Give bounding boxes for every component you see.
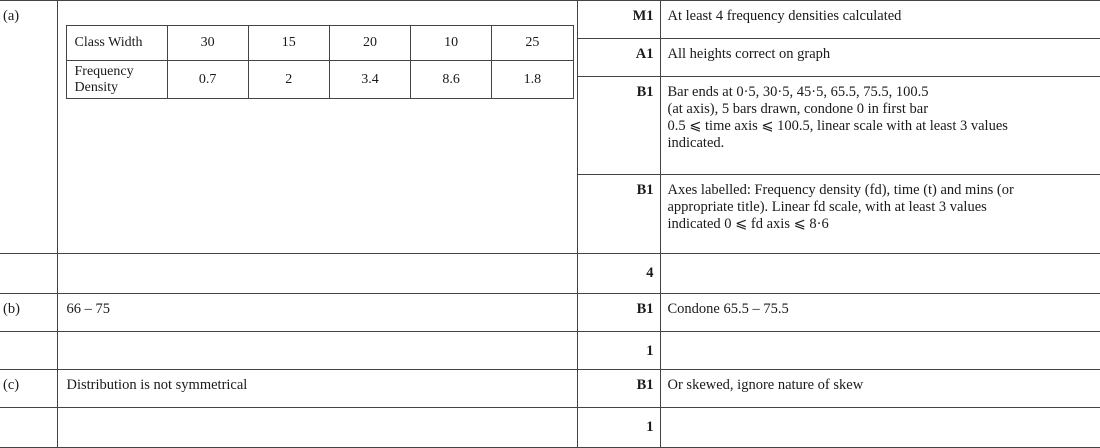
mark-total: 4 xyxy=(577,254,660,294)
guidance-line: Axes labelled: Frequency density (fd), time (t) and mins (or xyxy=(667,182,1014,198)
frequency-density-value: 0.7 xyxy=(167,61,248,99)
mark-total: 1 xyxy=(577,332,660,370)
mark-guidance xyxy=(660,175,1100,254)
mark-code: B1 xyxy=(577,294,660,332)
frequency-density-value: 1.8 xyxy=(492,61,573,99)
mark-guidance: Condone 65.5 – 75.5 xyxy=(660,294,1100,332)
mark-guidance: Or skewed, ignore nature of skew xyxy=(660,370,1100,408)
class-width-value: 10 xyxy=(411,26,492,61)
row-b-total xyxy=(0,332,1100,370)
mark-code: B1 xyxy=(577,370,660,408)
class-width-value: 25 xyxy=(492,26,573,61)
mark-code: A1 xyxy=(577,39,660,77)
class-width-value: 30 xyxy=(167,26,248,61)
guidance-line: appropriate title). Linear fd scale, with at least 3 values xyxy=(667,199,987,215)
guidance-line: (at axis), 5 bars drawn, condone 0 in first bar xyxy=(667,101,929,117)
guidance-line: 0.5 ⩽ time axis ⩽ 100.5, linear scale with at least 3 values xyxy=(667,118,1008,134)
mark-guidance: At least 4 frequency densities calculated xyxy=(660,1,1100,39)
part-label-a: (a) xyxy=(0,1,57,254)
row-a-m1 xyxy=(0,1,1100,39)
mark-code: B1 xyxy=(577,77,660,175)
frequency-density-label: Frequency Density xyxy=(66,61,167,99)
answer-text: 66 – 75 xyxy=(57,294,577,332)
part-label-b: (b) xyxy=(0,294,57,332)
row-b xyxy=(0,294,1100,332)
frequency-density-value: 8.6 xyxy=(411,61,492,99)
frequency-density-row xyxy=(66,61,573,99)
class-width-label: Class Width xyxy=(66,26,167,61)
mark-code: M1 xyxy=(577,1,660,39)
mark-guidance xyxy=(660,77,1100,175)
frequency-density-table xyxy=(66,25,574,99)
guidance-line: indicated 0 ⩽ fd axis ⩽ 8·6 xyxy=(667,216,829,232)
mark-guidance: All heights correct on graph xyxy=(660,39,1100,77)
part-label-c: (c) xyxy=(0,370,57,408)
class-width-value: 15 xyxy=(248,26,329,61)
mark-code: B1 xyxy=(577,175,660,254)
frequency-density-value: 2 xyxy=(248,61,329,99)
row-a-total xyxy=(0,254,1100,294)
guidance-line: indicated. xyxy=(667,135,725,151)
guidance-line: Bar ends at 0·5, 30·5, 45·5, 65.5, 75.5, 100.5 xyxy=(667,84,929,100)
frequency-density-value: 3.4 xyxy=(329,61,410,99)
row-c-total xyxy=(0,408,1100,448)
class-width-row xyxy=(66,26,573,61)
answer-text: Distribution is not symmetrical xyxy=(57,370,577,408)
answer-cell-a xyxy=(57,1,577,254)
row-c xyxy=(0,370,1100,408)
mark-total: 1 xyxy=(577,408,660,448)
class-width-value: 20 xyxy=(329,26,410,61)
